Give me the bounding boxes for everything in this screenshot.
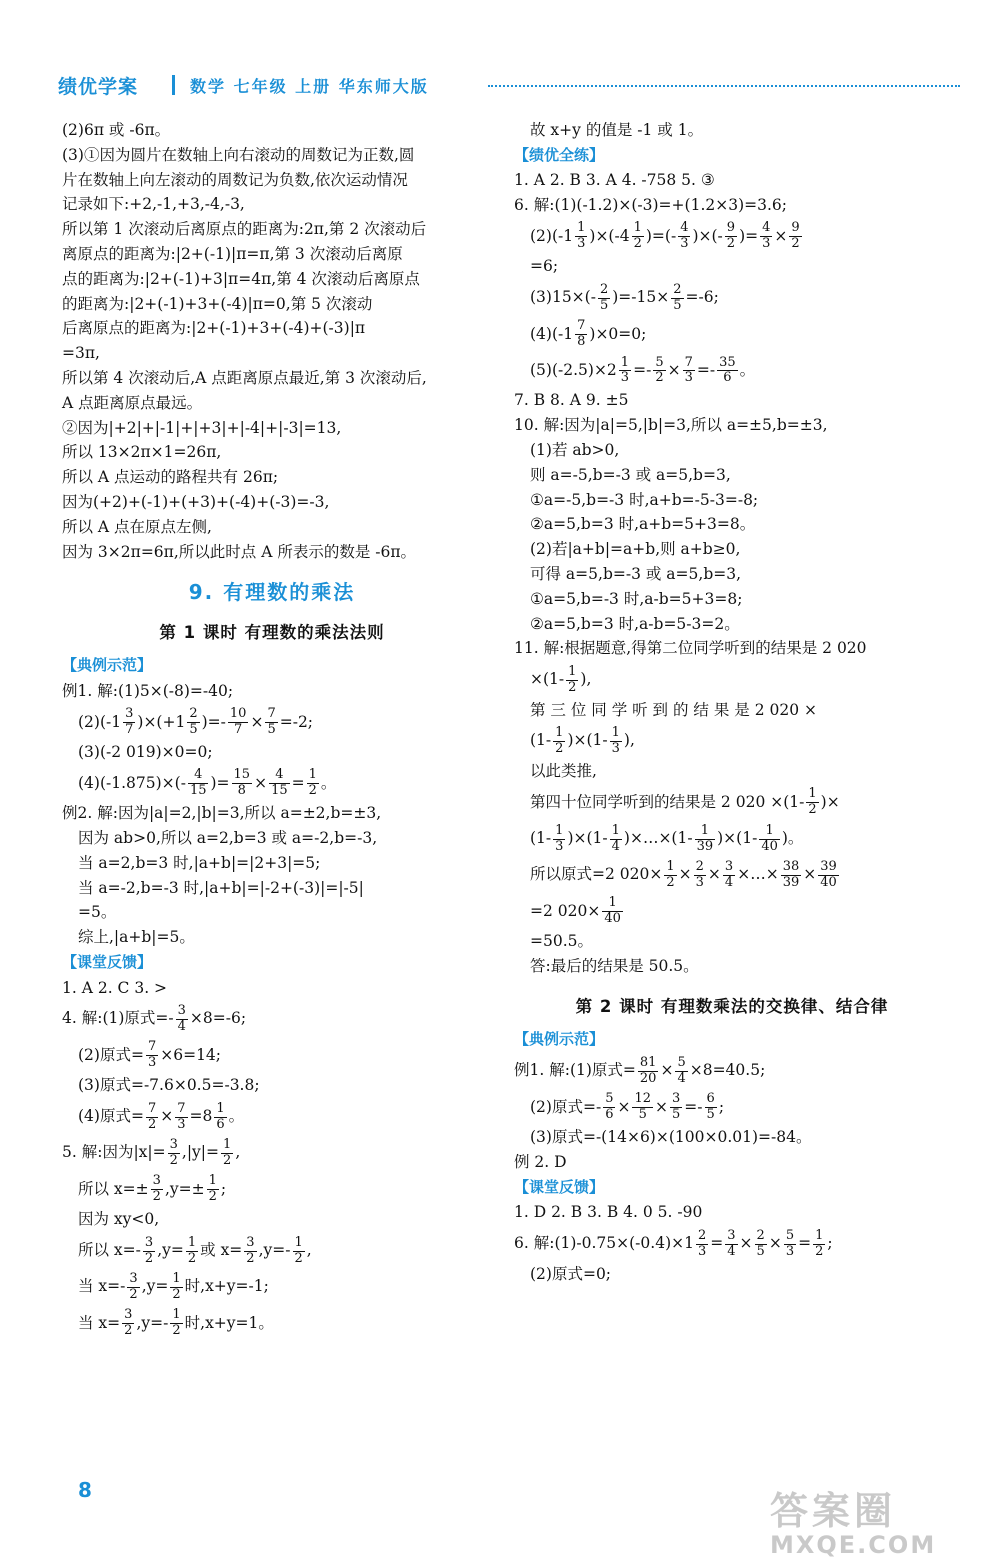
formula-line <box>62 1305 482 1341</box>
text-line: 例2. 解:因为|a|=2,|b|=3,所以 a=±2,b=±3, <box>62 804 382 823</box>
fraction: $\frac{39}{40}$ <box>820 858 837 890</box>
text-line: 当 a=2,b=3 时,|a+b|=|2+3|=5; <box>78 853 321 872</box>
fraction: $\frac{7}{3}$ <box>684 354 693 386</box>
fraction: $\frac{1}{3}$ <box>611 724 620 756</box>
text-span: 所以 x=- <box>78 1241 141 1260</box>
right-column <box>514 118 950 1286</box>
text-line: 点的距离为:|2+(-1)+3|π=4π,第 4 次滚动后离原点 <box>62 269 420 288</box>
text-span: , <box>235 1143 241 1162</box>
formula-line <box>62 704 482 740</box>
text-span: × <box>660 1061 674 1080</box>
fraction: $\frac{2}{5}$ <box>756 1227 765 1259</box>
text-line: 因为(+2)+(-1)+(+3)+(-4)+(-3)=-3, <box>62 492 330 511</box>
fraction: $\frac{9}{2}$ <box>726 220 736 252</box>
text-span: ), <box>623 731 635 750</box>
text-line: (2)6π 或 -6π。 <box>62 121 171 139</box>
text-line: 6. 解:(1)(-1.2)×(-3)=+(1.2×3)=3.6; <box>514 196 787 215</box>
text-span: )=- <box>201 712 226 731</box>
fraction: $\frac{4}{15}$ <box>271 767 288 799</box>
fraction: $\frac{7}{2}$ <box>147 1100 157 1132</box>
example-2 <box>62 801 482 950</box>
fraction: $\frac{1}{40}$ <box>604 895 621 927</box>
text-line: 综上,|a+b|=5。 <box>78 928 195 947</box>
fraction: $\frac{3}{5}$ <box>672 1091 681 1123</box>
text-span: 所以原式=2 020× <box>530 865 663 884</box>
text-line: ②因为|+2|+|-1|+|+3|+|-4|+|-3|=13, <box>62 418 342 437</box>
fraction: $\frac{1}{2}$ <box>815 1227 824 1259</box>
text-span: × <box>254 773 268 792</box>
section-tag: 【课堂反馈】 <box>62 953 153 972</box>
text-span: )× <box>820 792 840 811</box>
lesson-title: 第 1 课时 有理数的乘法法则 <box>159 623 385 643</box>
fraction: $\frac{3}{2}$ <box>124 1307 133 1339</box>
formula-line <box>514 784 950 820</box>
text-line: ②a=5,b=3 时,a-b=5-3=2。 <box>530 614 740 633</box>
fraction: $\frac{3}{2}$ <box>144 1234 154 1266</box>
text-span: ×6=14; <box>160 1045 222 1064</box>
formula-line <box>62 765 482 801</box>
text-span: (2)(-1 <box>530 226 574 245</box>
text-line: 离原点的距离为:|2+(-1)|π=π,第 3 次滚动后离原 <box>62 244 403 263</box>
text-span: )= <box>210 773 230 792</box>
formula-line <box>514 1225 950 1261</box>
text-span: 5. 解:因为|x|= <box>62 1143 166 1162</box>
text-span: 例1. 解:(1)原式= <box>514 1061 636 1080</box>
fraction: $\frac{1}{2}$ <box>294 1234 303 1266</box>
text-span: × <box>707 865 721 884</box>
text-span: ; <box>220 1179 227 1198</box>
text-span: )=-15× <box>612 288 670 307</box>
formula-line <box>62 1268 482 1304</box>
fraction: $\frac{3}{2}$ <box>169 1136 178 1168</box>
left-column <box>62 118 482 1341</box>
question-6 <box>514 193 950 388</box>
page-number: 8 <box>78 1478 92 1502</box>
text-span: 第四十位同学听到的结果是 2 020 ×(1- <box>530 792 805 811</box>
text-span: )。 <box>781 829 804 847</box>
text-span: = <box>291 773 305 792</box>
text-span: = <box>710 1234 724 1253</box>
fraction: $\frac{2}{3}$ <box>697 1227 707 1259</box>
text-line: 记录如下:+2,-1,+3,-4,-3, <box>62 195 245 214</box>
text-span: 时,x+y=1。 <box>184 1313 274 1332</box>
text-line: 11. 解:根据题意,得第二位同学听到的结果是 2 020 <box>514 639 867 658</box>
question-11 <box>514 636 950 979</box>
watermark-url: MXQE.COM <box>770 1531 937 1559</box>
text-span: )×(-4 <box>589 226 630 245</box>
answer-line: 1. A 2. C 3. > <box>62 978 168 997</box>
fraction: $\frac{6}{5}$ <box>706 1091 715 1123</box>
text-line: =3π, <box>62 344 100 363</box>
text-span: × <box>774 226 788 245</box>
formula-line <box>514 218 950 254</box>
text-line: =6; <box>530 257 559 276</box>
fraction: $\frac{1}{2}$ <box>555 724 564 756</box>
text-span: 6. 解:(1)-0.75×(-0.4)×1 <box>514 1234 694 1253</box>
formula-line <box>514 893 950 929</box>
text-span: (1- <box>530 829 552 847</box>
brand-divider <box>172 75 175 95</box>
header-dotted-rule <box>488 85 960 87</box>
fraction: $\frac{1}{2}$ <box>223 1136 232 1168</box>
text-span: )×(1- <box>567 731 608 750</box>
text-span: )= <box>739 226 759 245</box>
text-span: (1- <box>530 731 552 750</box>
text-line: 故 x+y 的值是 -1 或 1。 <box>530 121 704 139</box>
text-line: 因为 xy<0, <box>78 1210 160 1229</box>
text-line: (2)原式=0; <box>530 1264 612 1283</box>
text-line: 以此类推, <box>530 761 597 780</box>
text-span: ), <box>580 670 592 689</box>
text-span: =2 020× <box>530 901 601 920</box>
text-span: =-6; <box>685 288 719 307</box>
text-span: = <box>798 1234 812 1253</box>
text-line: 第 三 位 同 学 听 到 的 结 果 是 2 020 × <box>530 700 817 719</box>
text-line: (2)若|a+b|=a+b,则 a+b≥0, <box>530 540 741 559</box>
formula-line <box>514 820 950 856</box>
text-span: (2)原式=- <box>530 1097 602 1116</box>
fraction: $\frac{12}{5}$ <box>634 1091 652 1123</box>
fraction: $\frac{1}{40}$ <box>761 822 778 854</box>
fraction: $\frac{5}{2}$ <box>655 354 664 386</box>
page-header <box>40 66 960 100</box>
question-5 <box>62 1134 482 1341</box>
text-span: =-2; <box>279 712 314 731</box>
text-line: (3)(-2 019)×0=0; <box>78 743 213 762</box>
continued-solution <box>62 118 482 564</box>
text-span: 或 x= <box>200 1241 243 1260</box>
fraction: $\frac{1}{3}$ <box>555 822 564 854</box>
example-1b <box>514 1052 950 1150</box>
fraction: $\frac{3}{4}$ <box>177 1002 186 1034</box>
formula-line <box>514 316 950 352</box>
text-span: =- <box>696 360 716 379</box>
text-span: ×8=-6; <box>189 1009 247 1028</box>
fraction: $\frac{4}{3}$ <box>680 220 689 252</box>
fraction: $\frac{1}{3}$ <box>577 220 586 252</box>
fraction: $\frac{7}{5}$ <box>267 706 276 738</box>
formula-line <box>514 722 950 758</box>
example-1 <box>62 679 482 801</box>
text-span: × <box>617 1097 631 1116</box>
formula-line <box>514 279 950 315</box>
fraction: $\frac{7}{8}$ <box>577 318 586 350</box>
section-tag: 【典例示范】 <box>514 1029 605 1048</box>
question-4 <box>62 1000 482 1134</box>
text-span: )×(+1 <box>137 712 186 731</box>
text-span: )×(1- <box>717 829 758 847</box>
text-line: ①a=-5,b=-3 时,a+b=-5-3=-8; <box>530 490 759 509</box>
text-span: × <box>160 1107 174 1125</box>
fraction: $\frac{3}{4}$ <box>727 1227 736 1259</box>
text-span: ,y= <box>157 1241 184 1260</box>
fraction: $\frac{1}{2}$ <box>187 1234 197 1266</box>
fraction: $\frac{1}{2}$ <box>633 220 642 252</box>
fraction: $\frac{1}{2}$ <box>308 767 317 799</box>
text-line: 片在数轴上向左滚动的周数记为负数,依次运动情况 <box>62 170 408 189</box>
fraction: $\frac{1}{2}$ <box>666 858 675 890</box>
formula-line <box>514 856 950 892</box>
fraction: $\frac{1}{2}$ <box>568 663 577 695</box>
text-line: A 点距离原点最远。 <box>62 393 203 412</box>
text-line: ①a=5,b=-3 时,a-b=5+3=8; <box>530 589 743 608</box>
text-line: (1)若 ab>0, <box>530 440 620 459</box>
text-span: (4)(-1.875)×(- <box>78 773 186 792</box>
text-line: 的距离为:|2+(-1)+3+(-4)|π=0,第 5 次滚动 <box>62 294 373 313</box>
answer-line: 7. B 8. A 9. ±5 <box>514 391 629 410</box>
fraction: $\frac{2}{5}$ <box>673 281 682 313</box>
formula-line <box>514 352 950 388</box>
text-line: 所以第 4 次滚动后,A 点距离原点最近,第 3 次滚动后, <box>62 368 427 387</box>
text-span: (4)(-1 <box>530 324 574 343</box>
fraction: $\frac{1}{2}$ <box>808 786 817 818</box>
text-span: (2)(-1 <box>78 712 122 731</box>
fraction: $\frac{7}{3}$ <box>147 1039 157 1071</box>
section-tag: 【典例示范】 <box>62 656 153 675</box>
formula-line <box>62 1232 482 1268</box>
text-span: )×…×(1- <box>623 829 693 847</box>
fraction: $\frac{1}{2}$ <box>208 1173 217 1205</box>
fraction: $\frac{2}{3}$ <box>695 858 704 890</box>
text-span: ×…× <box>737 865 779 884</box>
text-span: × <box>667 360 681 379</box>
text-line: 因为 ab>0,所以 a=2,b=3 或 a=-2,b=-3, <box>78 829 378 848</box>
text-span: × <box>803 865 817 884</box>
fraction: $\frac{38}{39}$ <box>782 858 800 890</box>
fraction: $\frac{1}{2}$ <box>172 1307 181 1339</box>
text-span: )×(- <box>692 226 723 245</box>
text-line: 后离原点的距离为:|2+(-1)+3+(-4)+(-3)|π <box>62 319 366 338</box>
fraction: $\frac{4}{15}$ <box>189 767 207 799</box>
fraction: $\frac{3}{2}$ <box>129 1271 138 1302</box>
text-line: (3)①因为圆片在数轴上向右滚动的周数记为正数,圆 <box>62 145 415 164</box>
formula-line <box>62 1000 482 1036</box>
fraction: $\frac{5}{4}$ <box>677 1054 686 1086</box>
text-span: ,y=± <box>164 1179 205 1198</box>
formula-line <box>62 1171 482 1207</box>
fraction: $\frac{5}{3}$ <box>785 1227 795 1259</box>
text-line: 所以 13×2π×1=26π, <box>62 443 222 462</box>
answer-line: 1. D 2. B 3. B 4. 0 5. -90 <box>514 1203 703 1222</box>
formula-line <box>62 1134 482 1170</box>
watermark-logo <box>770 1480 936 1559</box>
text-span: × <box>250 712 264 731</box>
text-span: 。 <box>320 773 337 792</box>
text-line: 则 a=-5,b=-3 或 a=5,b=3, <box>530 465 731 484</box>
formula-line <box>514 1052 950 1088</box>
formula-line <box>514 661 950 697</box>
text-span: =8 <box>189 1107 213 1125</box>
text-span: ,y=- <box>136 1313 169 1332</box>
brand-title: 绩优学案 <box>58 76 139 98</box>
text-line: 所以 A 点运动的路程共有 26π; <box>62 468 279 487</box>
section-tag: 【绩优全练】 <box>514 145 605 164</box>
fraction: $\frac{81}{20}$ <box>639 1054 657 1086</box>
text-span: 4. 解:(1)原式=- <box>62 1009 174 1028</box>
text-line: 当 a=-2,b=-3 时,|a+b|=|-2+(-3)|=|-5| <box>78 878 364 897</box>
text-line: 所以 A 点在原点左侧, <box>62 517 212 536</box>
text-span: , <box>306 1241 312 1260</box>
text-line: 例 2. D <box>514 1153 567 1171</box>
section-tag: 【课堂反馈】 <box>514 1177 605 1196</box>
text-span: ×8=40.5; <box>689 1061 766 1080</box>
text-line: 例1. 解:(1)5×(-8)=-40; <box>62 681 234 700</box>
text-line: 因为 3×2π=6π,所以此时点 A 所表示的数是 -6π。 <box>62 542 417 561</box>
watermark-text: 答案圈 <box>770 1489 897 1533</box>
text-span: 所以 x=± <box>78 1179 149 1198</box>
formula-line <box>62 1098 482 1134</box>
text-line: (3)原式=-(14×6)×(100×0.01)=-84。 <box>530 1128 812 1147</box>
fraction: $\frac{9}{2}$ <box>791 220 800 252</box>
fraction: $\frac{1}{4}$ <box>611 822 620 854</box>
text-span: )=(- <box>645 226 677 245</box>
text-span: =- <box>633 360 652 379</box>
fraction: $\frac{10}{7}$ <box>229 706 247 738</box>
text-span: )×0=0; <box>589 324 647 343</box>
text-span: 时,x+y=-1; <box>184 1277 269 1296</box>
fraction: $\frac{7}{3}$ <box>177 1100 186 1132</box>
question-6b <box>514 1225 950 1286</box>
text-span: 当 x=- <box>78 1277 126 1296</box>
fraction: $\frac{1}{3}$ <box>620 354 630 386</box>
text-line: 所以第 1 次滚动后离原点的距离为:2π,第 2 次滚动后 <box>62 220 427 239</box>
lesson-title: 第 2 课时 有理数乘法的交换律、结合律 <box>575 996 889 1016</box>
text-span: (4)原式= <box>78 1107 144 1125</box>
fraction: $\frac{1}{2}$ <box>172 1271 181 1302</box>
fraction: $\frac{3}{2}$ <box>246 1234 255 1266</box>
fraction: $\frac{1}{39}$ <box>696 822 714 854</box>
answer-line: 1. A 2. B 3. A 4. -758 5. ③ <box>514 171 715 190</box>
fraction: $\frac{3}{2}$ <box>152 1173 161 1205</box>
text-span: × <box>768 1234 782 1253</box>
book-subtitle: 数学 七年级 上册 华东师大版 <box>190 77 429 96</box>
fraction: $\frac{2}{5}$ <box>189 706 198 738</box>
text-span: ×(1- <box>530 670 565 689</box>
text-span: (3)15×(- <box>530 288 596 307</box>
text-span: ; <box>718 1097 725 1116</box>
text-span: =- <box>684 1097 703 1116</box>
text-span: 。 <box>228 1107 245 1125</box>
text-span: (5)(-2.5)×2 <box>530 360 617 379</box>
text-line: 可得 a=5,b=-3 或 a=5,b=3, <box>530 564 742 583</box>
text-span: ,|y|= <box>181 1143 220 1162</box>
text-span: × <box>678 865 692 884</box>
text-span: ,y= <box>141 1277 169 1296</box>
fraction: $\frac{2}{5}$ <box>599 281 609 313</box>
fraction: $\frac{5}{6}$ <box>605 1091 614 1123</box>
fraction: $\frac{3}{4}$ <box>724 858 734 890</box>
fraction: $\frac{15}{8}$ <box>233 767 251 799</box>
text-line: 10. 解:因为|a|=5,|b|=3,所以 a=±5,b=±3, <box>514 416 828 435</box>
text-span: (2)原式= <box>78 1045 144 1064</box>
fraction: $\frac{4}{3}$ <box>762 220 771 252</box>
text-line: ②a=5,b=3 时,a+b=5+3=8。 <box>530 515 756 534</box>
section-title: 9. 有理数的乘法 <box>188 580 356 605</box>
text-span: 。 <box>739 360 756 379</box>
text-line: =5。 <box>78 903 117 922</box>
text-span: )×(1- <box>567 829 608 847</box>
formula-line <box>514 1089 950 1125</box>
text-line: =50.5。 <box>530 932 593 951</box>
text-span: × <box>655 1097 669 1116</box>
text-line: 答:最后的结果是 50.5。 <box>530 957 699 976</box>
fraction: $\frac{1}{6}$ <box>216 1100 225 1132</box>
text-span: ,y=- <box>258 1241 291 1260</box>
formula-line <box>62 1037 482 1073</box>
text-span: ; <box>827 1234 833 1253</box>
text-span: 当 x= <box>78 1313 121 1332</box>
text-line: (3)原式=-7.6×0.5=-3.8; <box>78 1076 260 1095</box>
fraction: $\frac{3}{7}$ <box>125 706 134 738</box>
text-span: × <box>739 1234 753 1253</box>
fraction: $\frac{35}{6}$ <box>719 354 736 386</box>
question-10 <box>514 413 950 636</box>
